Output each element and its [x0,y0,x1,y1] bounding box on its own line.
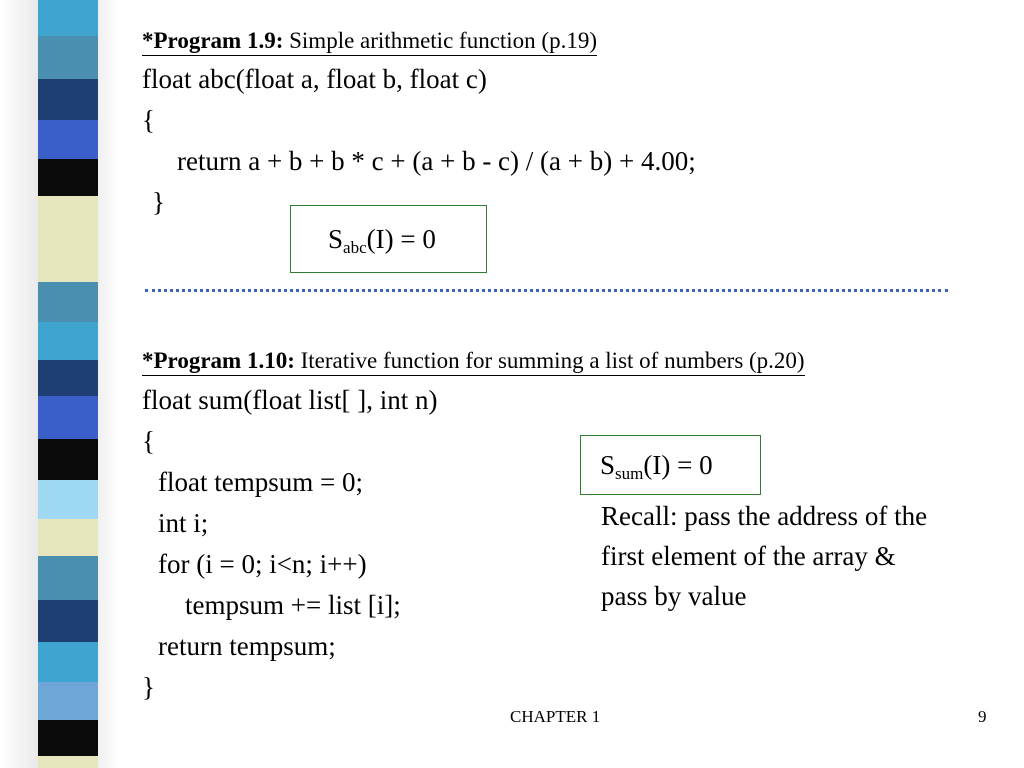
strip-block [38,240,98,282]
space-complexity-sum-box: $S_{sum}(I) = 0$ [580,435,761,495]
code-line: float sum(float list[ ], int n) [142,385,438,415]
section-separator [145,289,948,292]
recall-note-line: pass by value [601,581,747,611]
strip-block [38,120,98,159]
code-line: } [152,187,165,217]
code-line: { [142,426,155,456]
strip-block [38,480,98,519]
strip-block [38,756,98,768]
page-number: 9 [978,707,987,726]
strip-block [38,600,98,642]
recall-note-line: Recall: pass the address of the [601,501,928,531]
strip-block [38,396,98,439]
code-line: for (i = 0; i<n; i++) [158,549,367,579]
recall-note-line: first element of the array & [601,541,896,571]
strip-block [38,36,98,79]
subscript-sum: sum [615,464,644,483]
space-complexity-abc-box: $S_{abc}(I) = 0$ [290,205,487,273]
code-line: int i; [158,508,209,538]
strip-block [38,720,98,756]
program-1-10-description: Iterative function for summing a list of numbers (p.20) [300,348,805,373]
strip-block [38,642,98,682]
footer-chapter: CHAPTER 1 [510,707,601,726]
code-line: float tempsum = 0; [158,467,363,497]
strip-block [38,79,98,120]
code-line: float abc(float a, float b, float c) [142,64,487,94]
strip-block [38,519,98,556]
strip-block [38,682,98,720]
strip-block [38,439,98,480]
strip-block [38,159,98,196]
program-1-9-description: Simple arithmetic function (p.19) [289,28,597,53]
code-line: tempsum += list [i]; [185,590,401,620]
strip-block [38,0,98,36]
code-line: { [142,105,155,135]
code-line: } [142,672,155,702]
subscript-abc: abc [343,238,367,257]
program-1-9-label: *Program 1.9: [142,28,284,53]
program-1-9-heading [142,27,597,56]
strip-block [38,556,98,600]
strip-block [38,360,98,396]
program-1-10-label: *Program 1.10: [142,348,295,373]
strip-block [38,282,98,322]
strip-block [38,196,98,240]
decorative-side-strip [0,0,120,768]
program-1-10-heading [142,347,805,376]
code-line: return a + b + b * c + (a + b - c) / (a + b) + 4.00; [177,146,696,176]
code-line: return tempsum; [158,631,336,661]
strip-block [38,322,98,360]
